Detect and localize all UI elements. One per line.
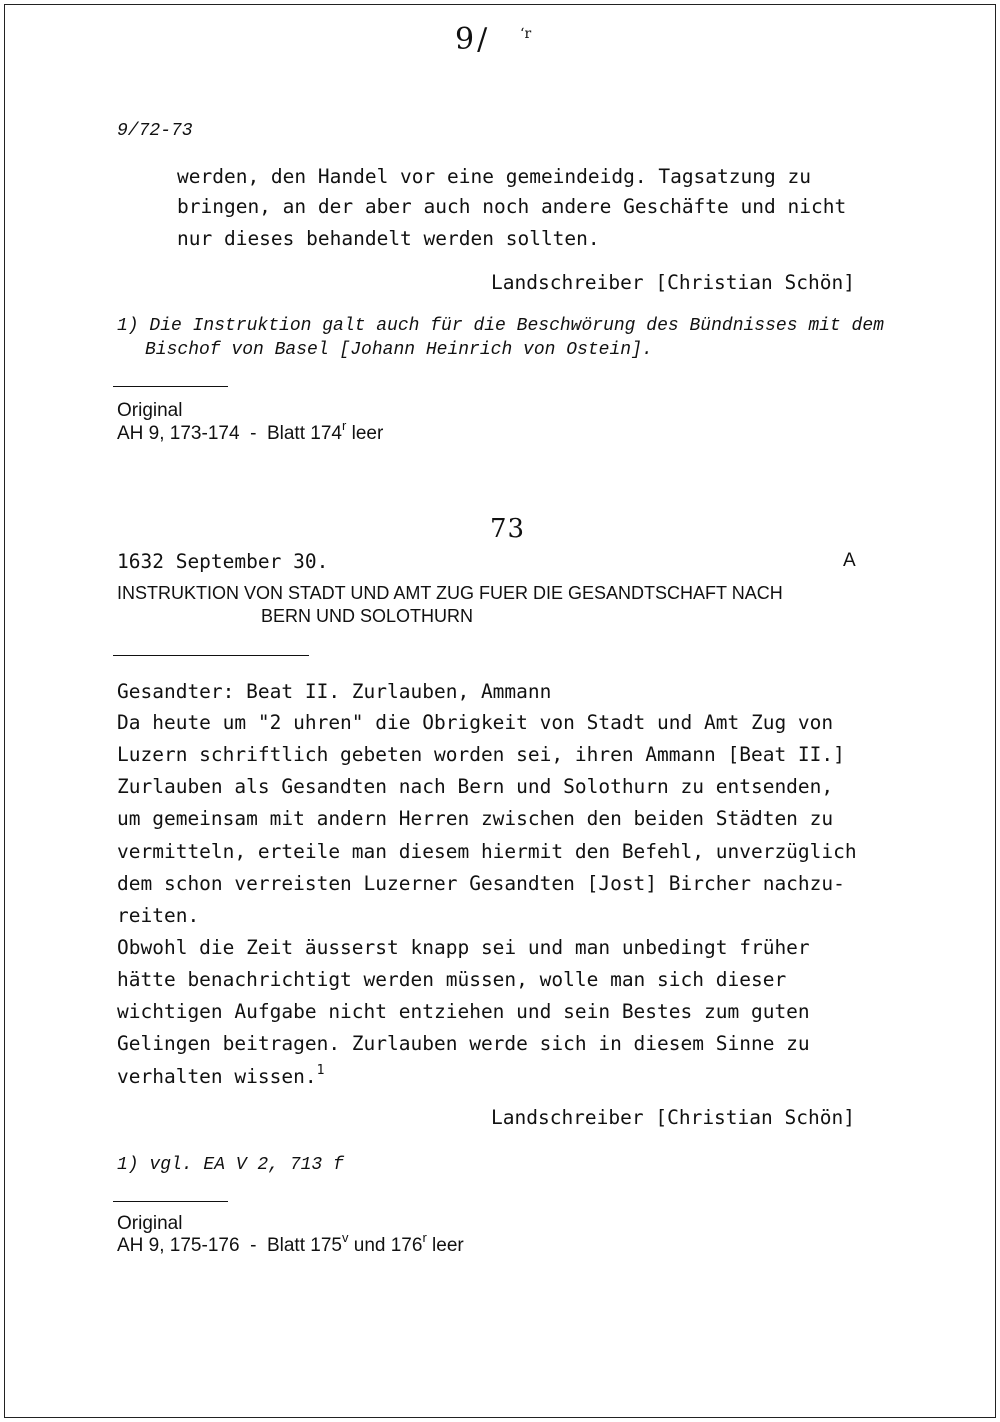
document-title-line-2: BERN UND SOLOTHURN — [261, 606, 474, 626]
body-line-5: vermitteln, erteile man diesem hiermit den Befehl, unverzüglich — [117, 840, 857, 863]
body-line-10: wichtigen Aufgabe nicht entziehen und sein Bestes zum guten — [117, 1000, 810, 1023]
handwritten-folio-number: 9/ — [455, 22, 491, 57]
body-line-9: hätte benachrichtigt werden müssen, wolle man sich dieser — [117, 968, 787, 991]
body-line-1: Da heute um "2 uhren" die Obrigkeit von Stadt und Amt Zug von — [117, 711, 834, 734]
previous-footnote-line-1: 1) Die Instruktion galt auch für die Beschwörung des Bündnisses mit dem — [117, 316, 884, 336]
footnote-separator-rule — [113, 1201, 228, 1202]
previous-footnote-line-2: Bischof von Basel [Johann Heinrich von Ostein]. — [145, 340, 653, 360]
previous-text-line-2: bringen, an der aber auch noch andere Geschäfte und nicht — [177, 195, 847, 218]
document-title-line-1: INSTRUKTION VON STADT UND AMT ZUG FUER DIE GESANDTSCHAFT NACH — [117, 583, 783, 603]
document-date: 1632 September 30. — [117, 550, 329, 573]
footnote: 1) vgl. EA V 2, 713 f — [117, 1155, 344, 1175]
signature: Landschreiber [Christian Schön] — [491, 1106, 855, 1129]
source-label: Original — [117, 1213, 183, 1234]
previous-text-line-3: nur dieses behandelt werden sollten. — [177, 227, 600, 250]
document-number: 73 — [490, 514, 526, 544]
reference-code: 9/72-73 — [117, 121, 193, 141]
body-line-12: verhalten wissen.$^1$ — [117, 1063, 325, 1088]
body-line-7: reiten. — [117, 904, 200, 927]
title-separator-rule — [113, 655, 309, 656]
body-line-4: um gemeinsam mit andern Herren zwischen den beiden Städten zu — [117, 807, 834, 830]
previous-source-label: Original — [117, 400, 183, 421]
handwritten-mark: ‘r — [520, 26, 532, 42]
document-letter: A — [843, 550, 856, 571]
body-line-3: Zurlauben als Gesandten nach Bern und Solothurn zu entsenden, — [117, 775, 834, 798]
body-line-2: Luzern schriftlich gebeten worden sei, ihren Ammann [Beat II.] — [117, 743, 845, 766]
previous-text-line-1: werden, den Handel vor eine gemeindeidg. Tagsatzung zu — [177, 165, 811, 188]
body-line-6: dem schon verreisten Luzerner Gesandten [Jost] Bircher nachzu- — [117, 872, 845, 895]
envoy-line: Gesandter: Beat II. Zurlauben, Ammann — [117, 680, 552, 703]
body-line-8: Obwohl die Zeit äusserst knapp sei und man unbedingt früher — [117, 936, 810, 959]
previous-signature: Landschreiber [Christian Schön] — [491, 271, 855, 294]
separator-rule — [113, 386, 228, 387]
previous-source-reference: AH 9, 173-174 - Blatt 174$^r$ leer — [117, 418, 384, 444]
body-line-11: Gelingen beitragen. Zurlauben werde sich in diesem Sinne zu — [117, 1032, 810, 1055]
source-reference: AH 9, 175-176 - Blatt 175$^v$ und 176$^r$ leer — [117, 1230, 464, 1256]
